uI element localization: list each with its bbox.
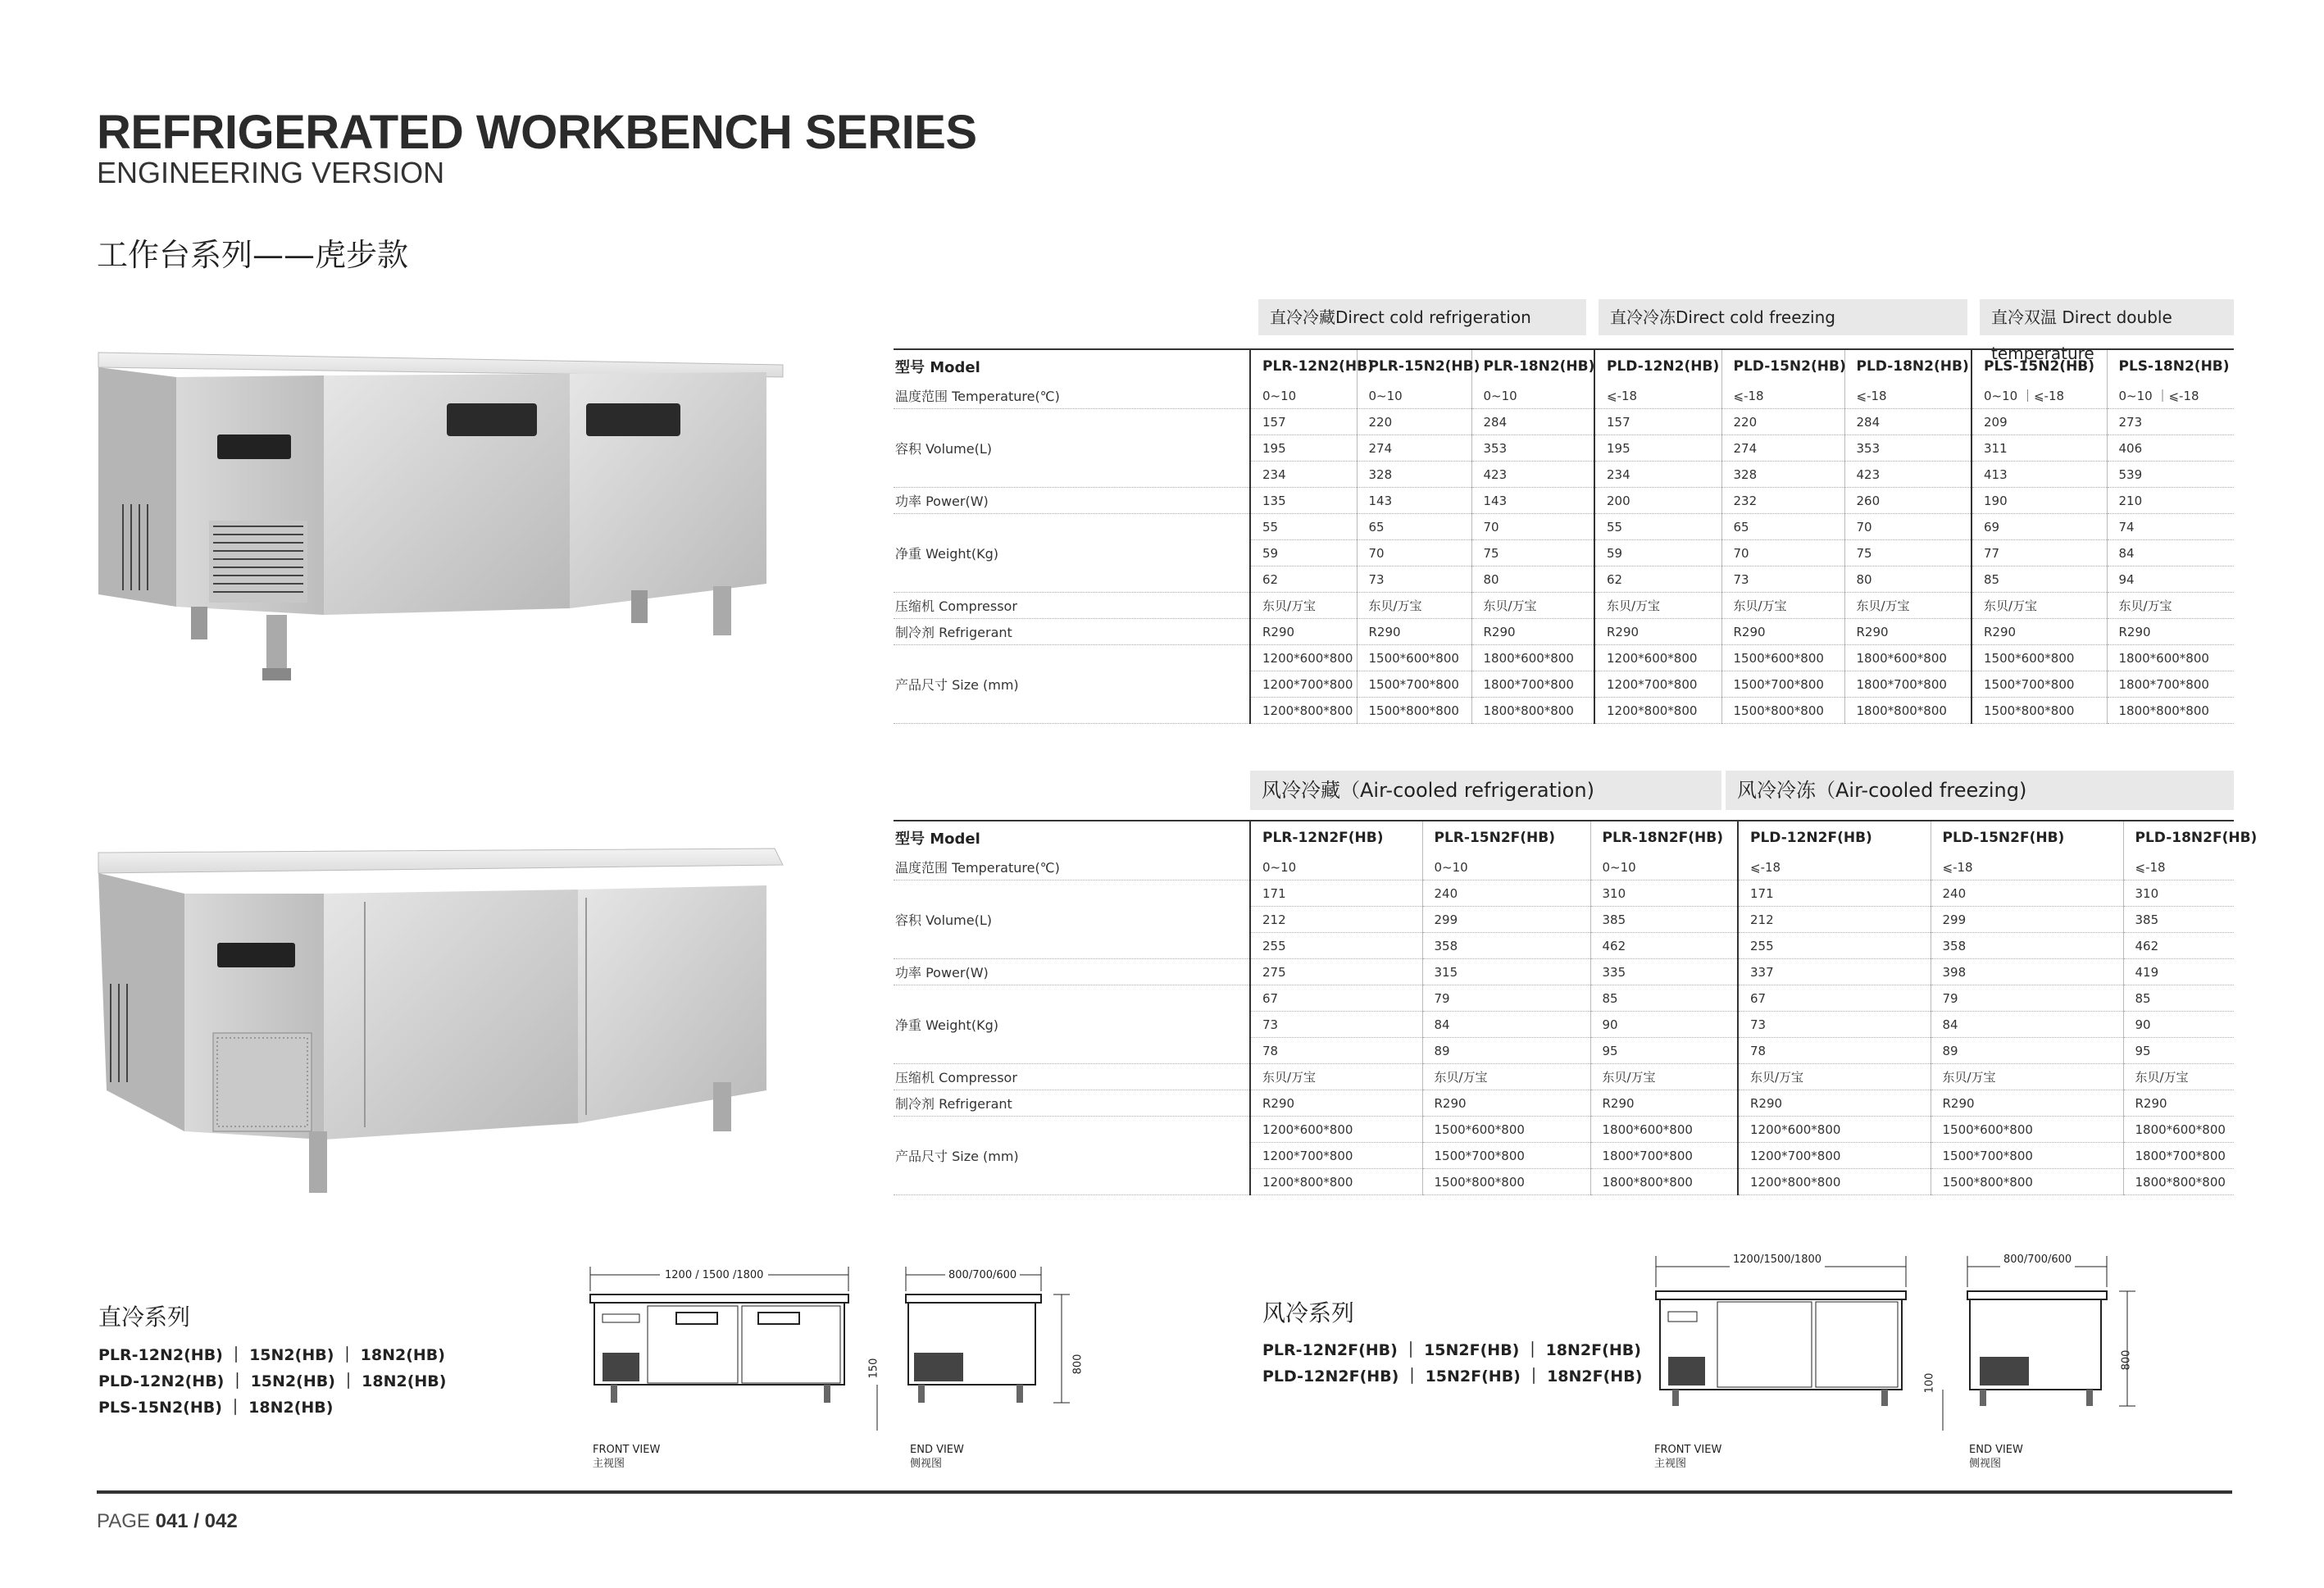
table-cell: 423 [1844, 462, 1972, 488]
table-cell: 70 [1844, 514, 1972, 540]
table-cell: 67 [1250, 985, 1422, 1012]
table-row [894, 1117, 2234, 1143]
table-cell: ⩽-18 [1931, 854, 2123, 880]
table-cell: 1500*800*800 [1357, 698, 1471, 724]
direct-front-view-cn-label: 主视图 [593, 1458, 625, 1470]
row-label: 净重 Weight(Kg) [894, 514, 1250, 593]
row-label: 功率 Power(W) [894, 959, 1250, 985]
table-cell: 299 [1931, 907, 2123, 933]
table-cell: 539 [2107, 462, 2234, 488]
air-series-line-1: PLR-12N2F(HB) ｜ 15N2F(HB) ｜ 18N2F(HB) [1262, 1341, 1641, 1359]
table-cell: 79 [1422, 985, 1590, 1012]
table-cell: PLS-18N2(HB) [2107, 349, 2234, 383]
table-cell: PLR-18N2(HB) [1471, 349, 1594, 383]
table-cell: 84 [2107, 540, 2234, 566]
table-cell: 232 [1721, 488, 1844, 514]
table-cell: 353 [1471, 435, 1594, 462]
page-subtitle: ENGINEERING VERSION [97, 156, 445, 189]
table-cell: 95 [1590, 1038, 1738, 1064]
table-cell: 1500*700*800 [1721, 671, 1844, 698]
table-cell: 240 [1422, 880, 1590, 907]
table-cell: 398 [1931, 959, 2123, 985]
table-cell: 78 [1250, 1038, 1422, 1064]
table-cell: 210 [2107, 488, 2234, 514]
air-leg-label: 100 [1923, 1372, 1936, 1394]
table-cell: 1200*700*800 [1250, 1143, 1422, 1169]
table-cell: 1800*700*800 [1590, 1143, 1738, 1169]
row-label: 型号 Model [894, 821, 1250, 854]
table-cell: R290 [1931, 1090, 2123, 1117]
row-label: 制冷剂 Refrigerant [894, 619, 1250, 645]
table-cell: PLR-15N2F(HB) [1422, 821, 1590, 854]
table-cell: 1800*700*800 [2123, 1143, 2234, 1169]
direct-front-view-label: FRONT VIEW [593, 1444, 661, 1456]
table-cell: 73 [1721, 566, 1844, 593]
table-cell: 70 [1721, 540, 1844, 566]
table-cell: 358 [1422, 933, 1590, 959]
table-cell: 1500*800*800 [1422, 1169, 1590, 1195]
table-cell: 190 [1972, 488, 2107, 514]
table-cell: 89 [1422, 1038, 1590, 1064]
table-cell: 69 [1972, 514, 2107, 540]
direct-front-view-drawing [586, 1258, 865, 1447]
table-cell: 94 [2107, 566, 2234, 593]
footer-divider [97, 1490, 2232, 1494]
air-end-view-drawing [1910, 1246, 2148, 1443]
air-front-view-drawing [1652, 1246, 1922, 1443]
table-cell: 65 [1721, 514, 1844, 540]
table-cell: 84 [1931, 1012, 2123, 1038]
table-cell: 255 [1738, 933, 1931, 959]
table-cell: R290 [1422, 1090, 1590, 1117]
table-cell: R290 [1250, 619, 1357, 645]
table-cell: 73 [1357, 566, 1471, 593]
table2-group-air-refrigeration: 风冷冷藏（Air-cooled refrigeration) [1250, 771, 1721, 810]
direct-end-width-label: 800/700/600 [945, 1268, 1020, 1283]
table-cell: 1500*800*800 [1931, 1169, 2123, 1195]
table-cell: 462 [2123, 933, 2234, 959]
page-number [97, 1510, 238, 1533]
row-label: 净重 Weight(Kg) [894, 985, 1250, 1064]
table-cell: 79 [1931, 985, 2123, 1012]
table-cell: 62 [1250, 566, 1357, 593]
table-cell: R290 [1721, 619, 1844, 645]
direct-end-view-cn-label: 侧视图 [910, 1458, 943, 1470]
table-cell: 0~10 ｜⩽-18 [1972, 383, 2107, 409]
table-cell: 1200*700*800 [1594, 671, 1721, 698]
table-cell: 1200*700*800 [1738, 1143, 1931, 1169]
table-cell: 1800*800*800 [2123, 1169, 2234, 1195]
table-cell: 209 [1972, 409, 2107, 435]
air-cooled-spec-table [894, 820, 2258, 1195]
row-label: 温度范围 Temperature(℃) [894, 854, 1250, 880]
table-cell: 220 [1357, 409, 1471, 435]
table-cell: PLD-15N2(HB) [1721, 349, 1844, 383]
table-cell: PLR-12N2(HB) [1250, 349, 1357, 383]
table-cell: 0~10 [1422, 854, 1590, 880]
table-cell: 0~10 [1471, 383, 1594, 409]
row-label: 压缩机 Compressor [894, 1064, 1250, 1090]
row-label: 型号 Model [894, 349, 1250, 383]
table-cell: 80 [1844, 566, 1972, 593]
table-cell: 157 [1250, 409, 1357, 435]
table-cell: 东贝/万宝 [1422, 1064, 1590, 1090]
table-cell: 143 [1357, 488, 1471, 514]
table-cell: R290 [1594, 619, 1721, 645]
table-cell: 95 [2123, 1038, 2234, 1064]
table-cell: 74 [2107, 514, 2234, 540]
table-cell: 1500*600*800 [1972, 645, 2107, 671]
table-cell: 310 [1590, 880, 1738, 907]
table-cell: 70 [1471, 514, 1594, 540]
table-cell: 59 [1594, 540, 1721, 566]
table-cell: 234 [1250, 462, 1357, 488]
table-cell: 70 [1357, 540, 1471, 566]
table-row [894, 821, 2234, 854]
air-end-view-cn-label: 侧视图 [1969, 1458, 2002, 1470]
table-cell: 419 [2123, 959, 2234, 985]
table-cell: 55 [1594, 514, 1721, 540]
table-cell: ⩽-18 [1721, 383, 1844, 409]
table-cell: 274 [1357, 435, 1471, 462]
table-cell: 462 [1590, 933, 1738, 959]
air-end-view-label: END VIEW [1969, 1444, 2023, 1456]
table-cell: 284 [1844, 409, 1972, 435]
page-label: PAGE [97, 1510, 150, 1532]
air-series-line-2: PLD-12N2F(HB) ｜ 15N2F(HB) ｜ 18N2F(HB) [1262, 1367, 1643, 1386]
table-cell: PLD-12N2(HB) [1594, 349, 1721, 383]
page-number-value: 041 / 042 [155, 1510, 238, 1532]
table-cell: 1200*800*800 [1250, 1169, 1422, 1195]
table-cell: 1200*600*800 [1738, 1117, 1931, 1143]
table-cell: 337 [1738, 959, 1931, 985]
table-cell: R290 [2107, 619, 2234, 645]
table-cell: 273 [2107, 409, 2234, 435]
page-cn-title: 工作台系列——虎步款 [97, 237, 409, 273]
table-cell: PLD-15N2F(HB) [1931, 821, 2123, 854]
direct-leg-label: 150 [867, 1358, 880, 1379]
table-cell: 0~10 [1250, 383, 1357, 409]
table-cell: 80 [1471, 566, 1594, 593]
table-cell: PLD-12N2F(HB) [1738, 821, 1931, 854]
page-title: REFRIGERATED WORKBENCH SERIES [97, 106, 977, 159]
table-cell: 85 [2123, 985, 2234, 1012]
table-cell: 73 [1738, 1012, 1931, 1038]
table-row [894, 409, 2234, 435]
table-row [894, 880, 2234, 907]
table-cell: 1800*700*800 [1471, 671, 1594, 698]
table-cell: 84 [1422, 1012, 1590, 1038]
table-cell: 1800*800*800 [1844, 698, 1972, 724]
table-cell: 77 [1972, 540, 2107, 566]
table-cell: 358 [1931, 933, 2123, 959]
table-cell: 234 [1594, 462, 1721, 488]
table-cell: 195 [1250, 435, 1357, 462]
table-cell: 385 [1590, 907, 1738, 933]
table-cell: 220 [1721, 409, 1844, 435]
table-cell: 1200*800*800 [1594, 698, 1721, 724]
table-cell: 157 [1594, 409, 1721, 435]
table-cell: 255 [1250, 933, 1422, 959]
table-cell: ⩽-18 [1594, 383, 1721, 409]
table-cell: 406 [2107, 435, 2234, 462]
table-cell: 0~10 [1357, 383, 1471, 409]
table-cell: 1500*600*800 [1422, 1117, 1590, 1143]
air-series-title: 风冷系列 [1262, 1299, 1355, 1326]
table-cell: 东贝/万宝 [1471, 593, 1594, 619]
table-cell: 东贝/万宝 [1357, 593, 1471, 619]
row-label: 温度范围 Temperature(℃) [894, 383, 1250, 409]
row-label: 制冷剂 Refrigerant [894, 1090, 1250, 1117]
table-cell: 335 [1590, 959, 1738, 985]
table-cell: 240 [1931, 880, 2123, 907]
table-cell: 284 [1471, 409, 1594, 435]
table-cell: PLR-15N2(HB) [1357, 349, 1471, 383]
table-cell: 1500*700*800 [1422, 1143, 1590, 1169]
row-label: 压缩机 Compressor [894, 593, 1250, 619]
table-cell: 1800*600*800 [1471, 645, 1594, 671]
air-front-width-label: 1200/1500/1800 [1730, 1253, 1825, 1267]
table-cell: 1200*700*800 [1250, 671, 1357, 698]
table-cell: 65 [1357, 514, 1471, 540]
table-cell: 0~10 [1250, 854, 1422, 880]
row-label: 产品尺寸 Size (mm) [894, 1117, 1250, 1195]
table-cell: 1500*700*800 [1931, 1143, 2123, 1169]
table-cell: 东贝/万宝 [1250, 593, 1357, 619]
table-cell: 1200*800*800 [1738, 1169, 1931, 1195]
air-height-label: 800 [2120, 1349, 2133, 1371]
table-row [894, 645, 2234, 671]
table-cell: 1200*800*800 [1250, 698, 1357, 724]
table-cell: 1800*600*800 [1590, 1117, 1738, 1143]
table-cell: 1500*600*800 [1357, 645, 1471, 671]
table-cell: 90 [2123, 1012, 2234, 1038]
row-label: 功率 Power(W) [894, 488, 1250, 514]
direct-end-view-drawing [861, 1258, 1082, 1447]
table-cell: 0~10 ｜⩽-18 [2107, 383, 2234, 409]
table-cell: 75 [1471, 540, 1594, 566]
direct-series-line-3: PLS-15N2(HB) ｜ 18N2(HB) [98, 1399, 334, 1417]
table-cell: 0~10 [1590, 854, 1738, 880]
table-cell: 1200*600*800 [1250, 1117, 1422, 1143]
table-cell: R290 [1250, 1090, 1422, 1117]
table-cell: 78 [1738, 1038, 1931, 1064]
table-cell: 310 [2123, 880, 2234, 907]
table-cell: 143 [1471, 488, 1594, 514]
table-cell: 1800*700*800 [2107, 671, 2234, 698]
direct-end-view-label: END VIEW [910, 1444, 964, 1456]
air-front-view-label: FRONT VIEW [1654, 1444, 1722, 1456]
table-row [894, 619, 2234, 645]
table-cell: 171 [1250, 880, 1422, 907]
table-cell: 东贝/万宝 [1721, 593, 1844, 619]
table-cell: 1200*600*800 [1250, 645, 1357, 671]
table-cell: 1500*600*800 [1931, 1117, 2123, 1143]
row-label: 容积 Volume(L) [894, 409, 1250, 488]
table-cell: 东贝/万宝 [1931, 1064, 2123, 1090]
table-cell: 212 [1738, 907, 1931, 933]
table-cell: 1500*700*800 [1972, 671, 2107, 698]
table-cell: ⩽-18 [1738, 854, 1931, 880]
table-cell: 385 [2123, 907, 2234, 933]
table-row [894, 383, 2234, 409]
row-label: 产品尺寸 Size (mm) [894, 645, 1250, 724]
direct-cooled-workbench-image [94, 344, 791, 697]
direct-series-line-2: PLD-12N2(HB) ｜ 15N2(HB) ｜ 18N2(HB) [98, 1372, 447, 1390]
direct-cooled-spec-table [894, 348, 2234, 724]
table-cell: 1800*600*800 [2107, 645, 2234, 671]
table-row [894, 1064, 2234, 1090]
table-cell: 1800*700*800 [1844, 671, 1972, 698]
table-cell: 423 [1471, 462, 1594, 488]
table-cell: 171 [1738, 880, 1931, 907]
table-cell: R290 [1357, 619, 1471, 645]
table-cell: 1500*600*800 [1721, 645, 1844, 671]
table-cell: 195 [1594, 435, 1721, 462]
table-cell: R290 [1590, 1090, 1738, 1117]
row-label: 容积 Volume(L) [894, 880, 1250, 959]
table-cell: 东贝/万宝 [1738, 1064, 1931, 1090]
table-cell: 85 [1590, 985, 1738, 1012]
table-cell: ⩽-18 [1844, 383, 1972, 409]
table-cell: 1200*600*800 [1594, 645, 1721, 671]
table-cell: 413 [1972, 462, 2107, 488]
table1-group-direct-freezing: 直冷冷冻Direct cold freezing [1599, 299, 1967, 335]
table-cell: 东贝/万宝 [1972, 593, 2107, 619]
air-front-view-cn-label: 主视图 [1654, 1458, 1687, 1470]
table-cell: 55 [1250, 514, 1357, 540]
table-cell: R290 [2123, 1090, 2234, 1117]
table-row [894, 593, 2234, 619]
table-cell: 135 [1250, 488, 1357, 514]
table-cell: PLD-18N2(HB) [1844, 349, 1972, 383]
table-row [894, 488, 2234, 514]
table-row [894, 1090, 2234, 1117]
table-cell: 1800*600*800 [1844, 645, 1972, 671]
table-cell: 东贝/万宝 [2107, 593, 2234, 619]
table-cell: 59 [1250, 540, 1357, 566]
direct-series-line-1: PLR-12N2(HB) ｜ 15N2(HB) ｜ 18N2(HB) [98, 1346, 445, 1364]
table-cell: 274 [1721, 435, 1844, 462]
table-row [894, 349, 2234, 383]
air-cooled-workbench-image [94, 836, 791, 1189]
table-cell: 75 [1844, 540, 1972, 566]
table-cell: 328 [1721, 462, 1844, 488]
table-cell: 东贝/万宝 [1250, 1064, 1422, 1090]
table-row [894, 959, 2234, 985]
table-cell: 1800*800*800 [1471, 698, 1594, 724]
table-cell: PLD-18N2F(HB) [2123, 821, 2234, 854]
table-cell: 62 [1594, 566, 1721, 593]
table-cell: 东贝/万宝 [2123, 1064, 2234, 1090]
table-cell: 1800*800*800 [1590, 1169, 1738, 1195]
table1-group-double-temperature: 直冷双温 Direct double temperature [1980, 299, 2234, 335]
table-row [894, 514, 2234, 540]
table-cell: 1800*800*800 [2107, 698, 2234, 724]
table-cell: 67 [1738, 985, 1931, 1012]
direct-front-width-label: 1200 / 1500 /1800 [660, 1268, 768, 1283]
table-cell: 353 [1844, 435, 1972, 462]
table-cell: 89 [1931, 1038, 2123, 1064]
table-cell: 200 [1594, 488, 1721, 514]
table-cell: 328 [1357, 462, 1471, 488]
table-cell: 东贝/万宝 [1844, 593, 1972, 619]
table-cell: R290 [1844, 619, 1972, 645]
table-cell: 1800*600*800 [2123, 1117, 2234, 1143]
table-row [894, 985, 2234, 1012]
table-cell: 315 [1422, 959, 1590, 985]
table-cell: R290 [1972, 619, 2107, 645]
table-cell: 1500*800*800 [1972, 698, 2107, 724]
table2-group-air-freezing: 风冷冷冻（Air-cooled freezing) [1726, 771, 2234, 810]
table-cell: 85 [1972, 566, 2107, 593]
direct-height-label: 800 [1071, 1354, 1085, 1375]
table-cell: 90 [1590, 1012, 1738, 1038]
table-cell: 东贝/万宝 [1594, 593, 1721, 619]
table-cell: 1500*700*800 [1357, 671, 1471, 698]
table-cell: 1500*800*800 [1721, 698, 1844, 724]
table-cell: 73 [1250, 1012, 1422, 1038]
table-cell: 东贝/万宝 [1590, 1064, 1738, 1090]
table1-group-direct-refrigeration: 直冷冷藏Direct cold refrigeration [1258, 299, 1586, 335]
table-cell: 299 [1422, 907, 1590, 933]
table-cell: PLS-15N2(HB) [1972, 349, 2107, 383]
air-end-width-label: 800/700/600 [2000, 1253, 2075, 1267]
direct-series-title: 直冷系列 [98, 1304, 191, 1331]
table-cell: R290 [1738, 1090, 1931, 1117]
table-cell: R290 [1471, 619, 1594, 645]
table-cell: 311 [1972, 435, 2107, 462]
table-cell: ⩽-18 [2123, 854, 2234, 880]
table-row [894, 854, 2234, 880]
table-cell: 212 [1250, 907, 1422, 933]
table-cell: 275 [1250, 959, 1422, 985]
table-cell: PLR-18N2F(HB) [1590, 821, 1738, 854]
table-cell: PLR-12N2F(HB) [1250, 821, 1422, 854]
table-cell: 260 [1844, 488, 1972, 514]
